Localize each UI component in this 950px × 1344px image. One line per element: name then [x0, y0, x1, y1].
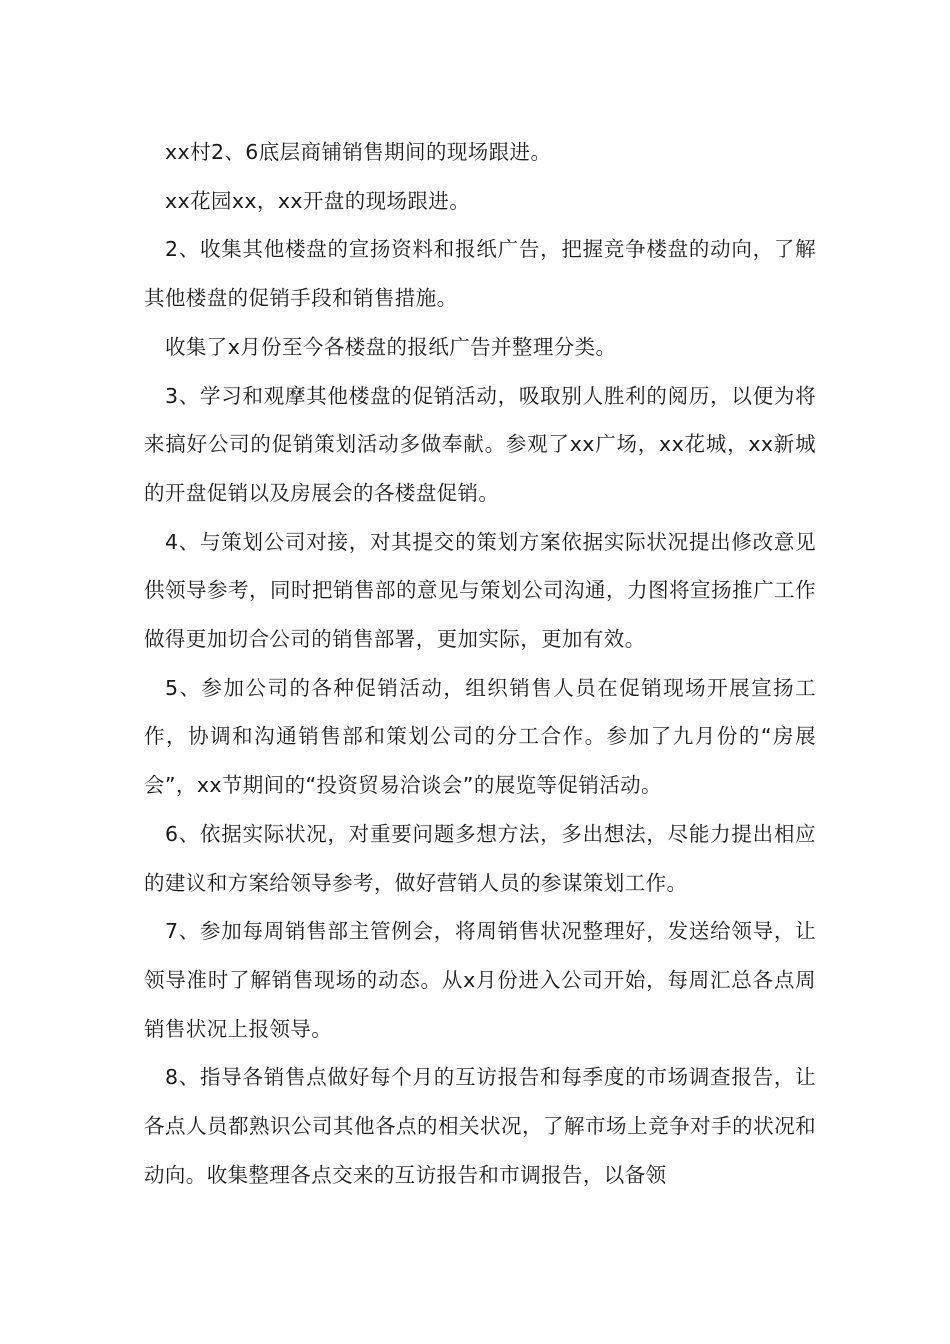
paragraph-6: 4、与策划公司对接，对其提交的策划方案依据实际状况提出修改意见供领导参考，同时把销售部的意见与策划公司沟通，力图将宣扬推广工作做得更加切合公司的销售部署，更加实际，更加有效。	[144, 529, 816, 652]
paragraph-3: 2、收集其他楼盘的宣扬资料和报纸广告，把握竞争楼盘的动向，了解其他楼盘的促销手段和销售措施。	[144, 237, 816, 311]
paragraph-10: 8、指导各销售点做好每个月的互访报告和每季度的市场调查报告，让各点人员都熟识公司其他各点的相关状况，了解市场上竞争对手的状况和动向。收集整理各点交来的互访报告和市调报告，以备领	[144, 1065, 816, 1187]
paragraph-4: 收集了x月份至今各楼盘的报纸广告并整理分类。	[165, 334, 617, 359]
document-body	[144, 128, 816, 1199]
paragraph-2: xx花园xx，xx开盘的现场跟进。	[165, 188, 471, 213]
paragraph-1: xx村2、6底层商铺销售期间的现场跟进。	[165, 140, 552, 164]
paragraph-9: 7、参加每周销售部主管例会，将周销售状况整理好，发送给领导，让领导准时了解销售现场的动态。从x月份进入公司开始，每周汇总各点周销售状况上报领导。	[144, 919, 816, 1041]
paragraph-8: 6、依据实际状况，对重要问题多想方法，多出想法，尽能力提出相应的建议和方案给领导参考，做好营销人员的参谋策划工作。	[144, 821, 816, 895]
paragraph-7: 5、参加公司的各种促销活动，组织销售人员在促销现场开展宣扬工作，协调和沟通销售部和策划公司的分工合作。参加了九月份的“房展会”，xx节期间的“投资贸易洽谈会”的展览等促销活动。	[144, 675, 816, 798]
paragraph-5: 3、学习和观摩其他楼盘的促销活动，吸取别人胜利的阅历，以便为将来搞好公司的促销策划活动多做奉献。参观了xx广场，xx花城，xx新城的开盘促销以及房展会的各楼盘促销。	[144, 383, 816, 505]
